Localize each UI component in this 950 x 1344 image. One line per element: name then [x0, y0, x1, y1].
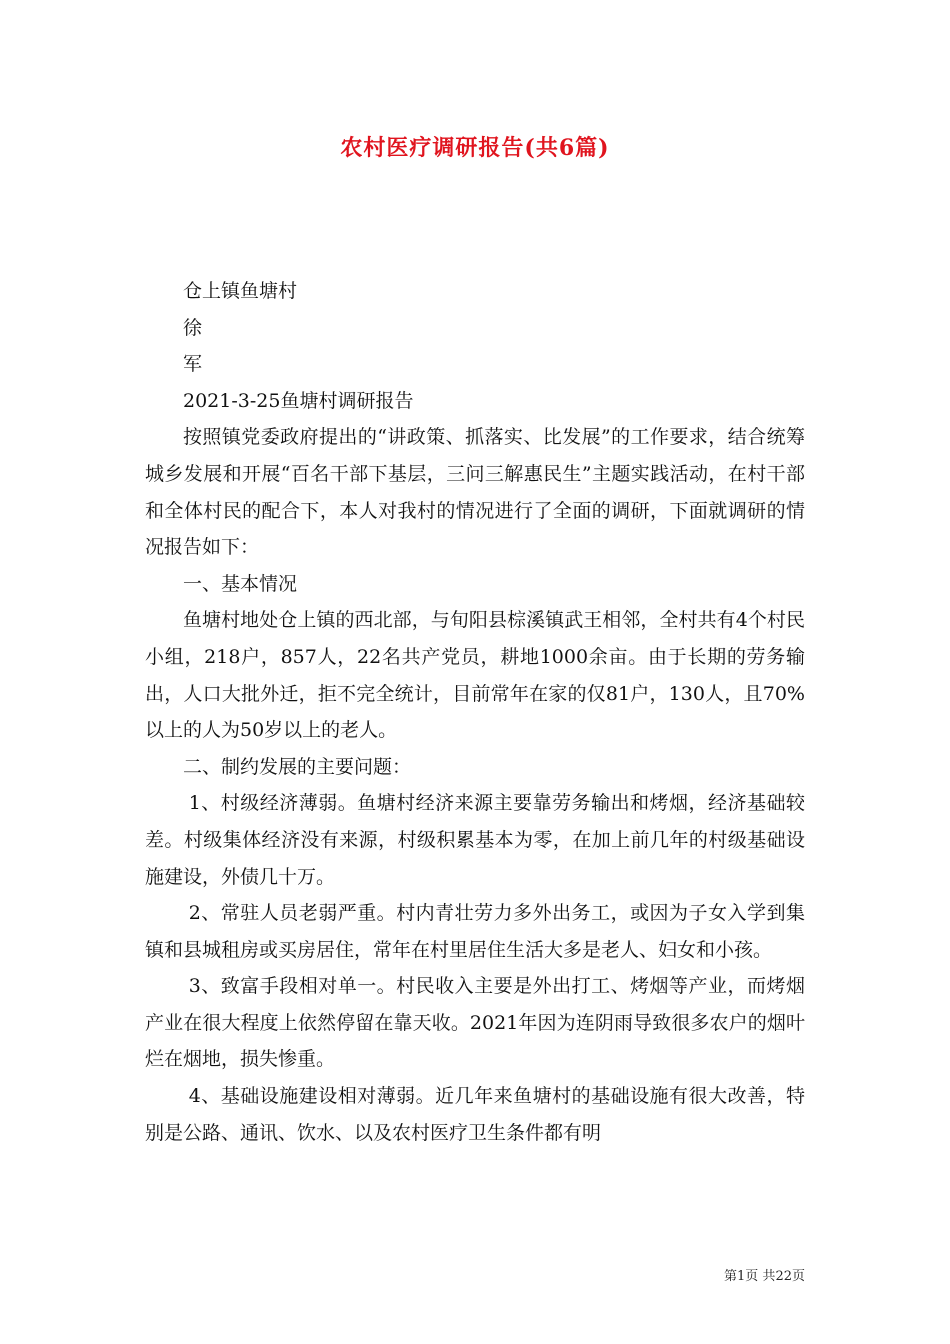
author-family-line: 军 — [183, 353, 203, 376]
village-line: 仓上镇鱼塘村 — [183, 280, 298, 302]
footer-total-pages: 22 — [775, 1269, 792, 1284]
author-given-line: 徐 — [183, 316, 203, 339]
footer-current-page: 1 — [737, 1269, 746, 1284]
section-2-heading: 二、制约发展的主要问题： — [183, 755, 412, 778]
problem-item-1: 1、村级经济薄弱。鱼塘村经济来源主要靠劳务输出和烤烟，经济基础较差。村级集体经济没有来源，村级积累基本为零，在加上前几年的村级基础设施建设，外债几十万。 — [145, 792, 805, 888]
footer-prefix: 第 — [724, 1269, 738, 1284]
document-body — [145, 273, 805, 1151]
page-number-footer — [724, 1268, 805, 1286]
section-1-paragraph: 鱼塘村地处仓上镇的西北部，与旬阳县棕溪镇武王相邻，全村共有4个村民小组，218户，857人，22名共产党员，耕地1000余亩。由于长期的劳务输出，人口大批外迁，拒不完全统计，目前常年在家的仅81户，130人，且70%以上的人为50岁以上的老人。 — [145, 609, 805, 742]
problem-item-3: 3、致富手段相对单一。村民收入主要是外出打工、烤烟等产业，而烤烟产业在很大程度上依然停留在靠天收。2021年因为连阴雨导致很多农户的烟叶烂在烟地，损失惨重。 — [145, 975, 805, 1071]
footer-suffix: 页 — [791, 1269, 805, 1284]
section-1-heading: 一、基本情况 — [183, 572, 298, 595]
intro-paragraph: 按照镇党委政府提出的“讲政策、抓落实、比发展”的工作要求，结合统筹城乡发展和开展“百名干部下基层，三问三解惠民生”主题实践活动，在村干部和全体村民的配合下，本人对我村的情况进行了全面的调研，下面就调研的情况报告如下： — [145, 426, 805, 559]
problem-item-4: 4、基础设施建设相对薄弱。近几年来鱼塘村的基础设施有很大改善，特别是公路、通讯、饮水、以及农村医疗卫生条件都有明 — [145, 1085, 805, 1144]
problem-item-2: 2、常驻人员老弱严重。村内青壮劳力多外出务工，或因为子女入学到集镇和县城租房或买房居住，常年在村里居住生活大多是老人、妇女和小孩。 — [145, 902, 805, 961]
footer-mid: 页 共 — [745, 1269, 776, 1284]
date-subject-line: 2021-3-25鱼塘村调研报告 — [183, 389, 414, 412]
document-title: 农村医疗调研报告(共6篇) — [340, 135, 610, 161]
